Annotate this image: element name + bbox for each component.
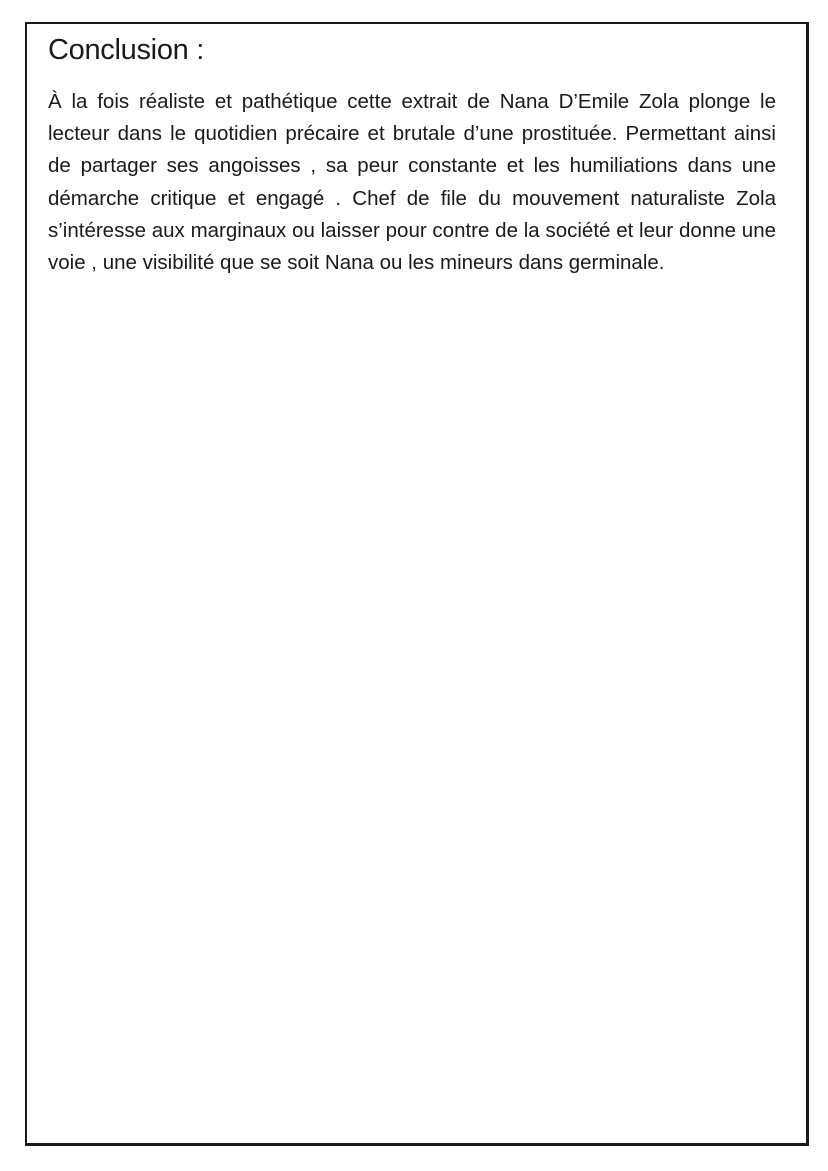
conclusion-heading: Conclusion : xyxy=(48,34,204,66)
conclusion-paragraph: À la fois réaliste et pathétique cette extrait de Nana D’Emile Zola plonge le lecteur dans le quotidien précaire et brutale d’une prostituée. Permettant ainsi de partager ses angoisses , sa peur constante et les humiliations dans une démarche critique et engagé . Chef de file du mouvement naturaliste Zola s’intéresse aux marginaux ou laisser pour contre de la société et leur donne une voie , une visibilité que se soit Nana ou les mineurs dans germinale. xyxy=(48,90,776,275)
page-frame xyxy=(25,22,809,1146)
